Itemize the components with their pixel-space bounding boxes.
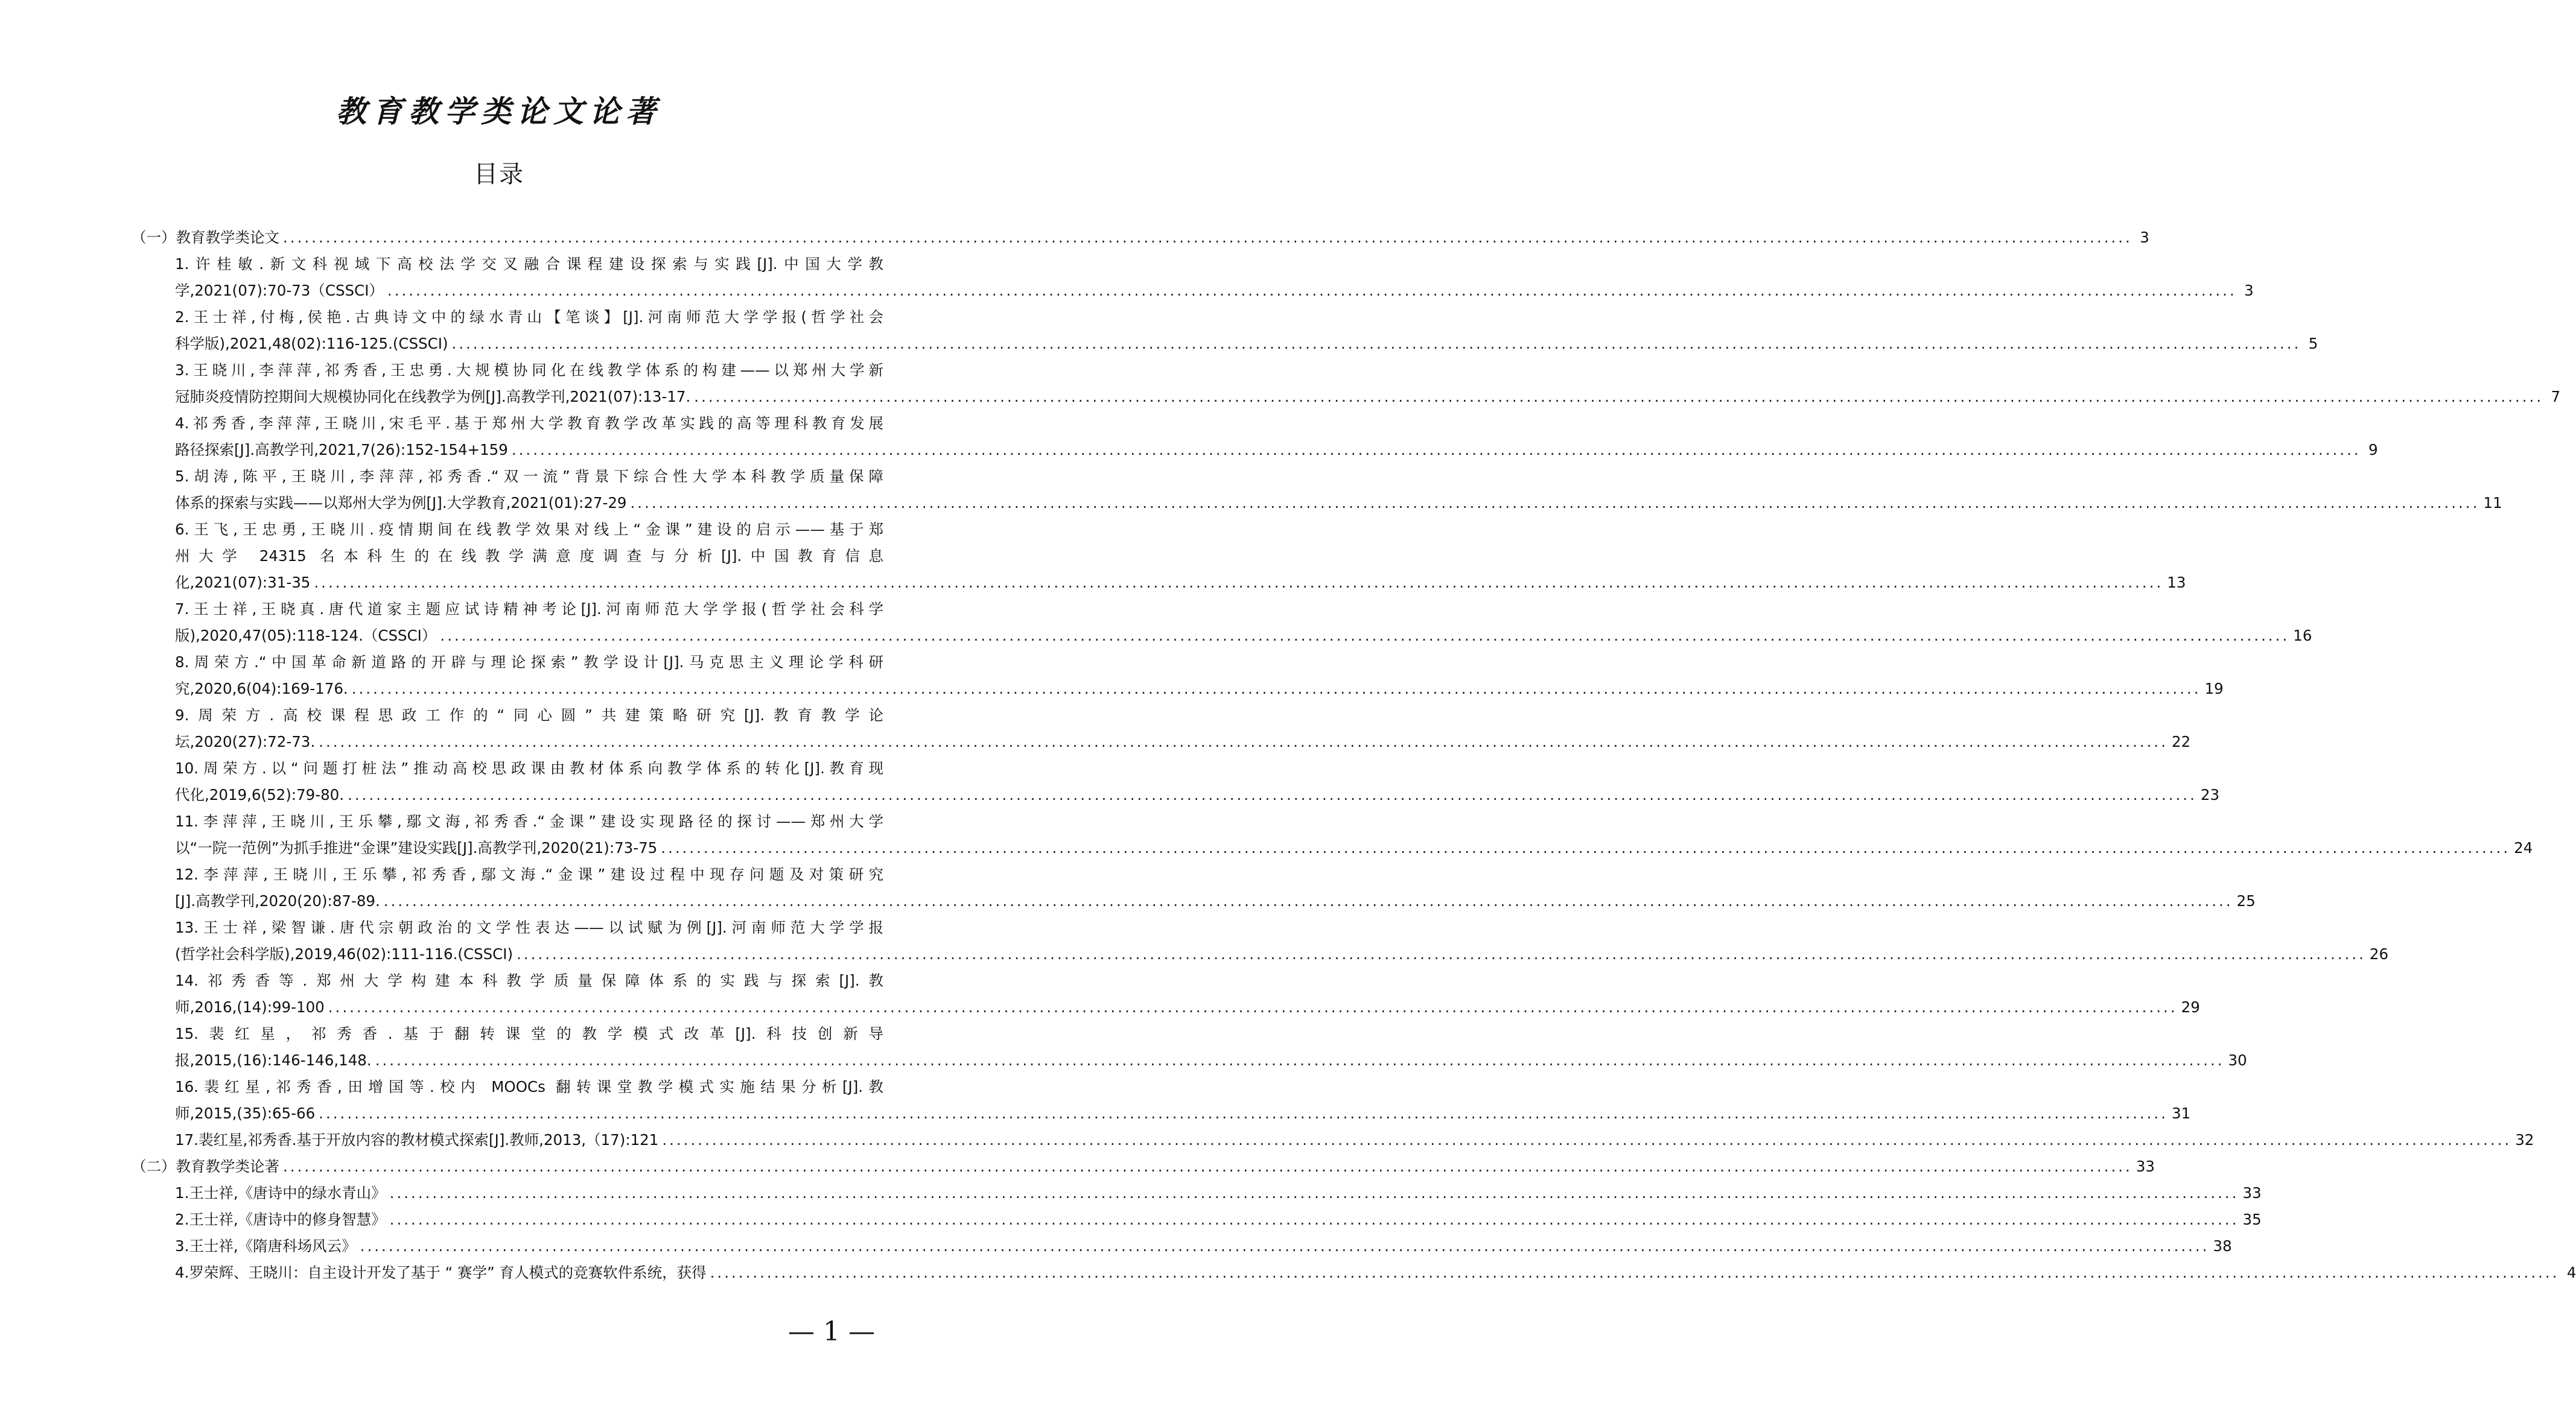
- toc-entry-text-line: 6.王飞,王忠勇,王晓川.疫情期间在线教学效果对线上“金课”建设的启示——基于郑: [175, 521, 883, 538]
- toc-page-number: 38: [2213, 1237, 2232, 1255]
- toc-page-number: 33: [2136, 1158, 2155, 1175]
- page-number: — 1 —: [788, 1316, 875, 1347]
- toc-section-heading[interactable]: [132, 224, 2149, 251]
- dot-leader: ....................................................................................................................................................................................................................................................................: [319, 1105, 2169, 1122]
- toc-page-number: 3: [2140, 229, 2149, 246]
- toc-entry-last-line: [175, 437, 2378, 463]
- toc-entry-text: (哲学社会科学版),2019,46(02):111-116.(CSSCI): [175, 945, 514, 963]
- toc-entry[interactable]: [175, 702, 2191, 755]
- dot-leader: ....................................................................................................................................................................................................................................................................: [389, 1211, 2239, 1228]
- toc-entry-text-line: 16.裴红星,祁秀香,田增国等.校内 MOOCs 翻转课堂教学模式实施结果分析[J].教: [175, 1078, 883, 1096]
- toc-entry-last-line: [175, 1180, 2262, 1206]
- toc-page-number: 25: [2236, 892, 2256, 910]
- toc-entry-text-line: 3.王晓川,李萍萍,祁秀香,王忠勇.大规模协同化在线教学体系的构建——以郑州大学新: [175, 361, 883, 379]
- dot-leader: ....................................................................................................................................................................................................................................................................: [661, 839, 2511, 857]
- toc-entry-text: [J].高教学刊,2020(20):87-89.: [175, 892, 380, 910]
- toc-entry-last-line: [175, 888, 2256, 915]
- toc-entry-text-line: 15.裴红星，祁秀香.基于翻转课堂的教学模式改革[J].科技创新导: [175, 1025, 883, 1042]
- toc-page-number: 24: [2514, 839, 2533, 857]
- toc-entry-text-line: 2.王士祥,付梅,侯艳.古典诗文中的绿水青山【笔谈】[J].河南师范大学学报(哲学社会: [175, 308, 883, 326]
- dot-leader: ....................................................................................................................................................................................................................................................................: [451, 335, 2301, 352]
- toc-entry[interactable]: [175, 596, 2312, 649]
- dot-leader: ....................................................................................................................................................................................................................................................................: [319, 733, 2169, 750]
- toc-page-number: 16: [2293, 627, 2312, 644]
- toc-entry-last-line: [175, 384, 2561, 410]
- toc-page-number: 29: [2181, 998, 2200, 1016]
- toc-entry-last-line: [175, 331, 2318, 357]
- toc-entry-text-line: 12.李萍萍,王晓川,王乐攀,祁秀香,鄢文海.“金课”建设过程中现存问题及对策研究: [175, 866, 883, 883]
- toc-page-number: 13: [2167, 574, 2186, 591]
- toc-entry[interactable]: [175, 755, 2220, 808]
- toc-entry-text: 化,2021(07):31-35: [175, 574, 311, 591]
- toc-entry[interactable]: [175, 516, 2186, 596]
- toc-entry[interactable]: [175, 649, 2224, 702]
- toc-entry-text: 3.王士祥,《隋唐科场风云》: [175, 1237, 357, 1255]
- toc-entry-last-line: [175, 1206, 2262, 1233]
- toc-entry-last-line: [175, 676, 2224, 702]
- toc-entry-text: 师,2016,(14):99-100: [175, 998, 325, 1016]
- toc-entry-text-line: 5.胡涛,陈平,王晓川,李萍萍,祁秀香.“双一流”背景下综合性大学本科教学质量保障: [175, 468, 883, 485]
- dot-leader: ....................................................................................................................................................................................................................................................................: [662, 1131, 2512, 1149]
- toc-entry[interactable]: [175, 1260, 2576, 1286]
- toc-entry-last-line: [175, 941, 2389, 968]
- toc-page-number: 31: [2172, 1105, 2191, 1122]
- toc-entry-text: 1.王士祥,《唐诗中的绿水青山》: [175, 1184, 386, 1202]
- toc-page-number: 11: [2483, 494, 2502, 512]
- toc-page-number: 3: [2244, 282, 2254, 299]
- toc-section-label: （二）教育教学类论著: [132, 1158, 279, 1175]
- dot-leader: ....................................................................................................................................................................................................................................................................: [328, 998, 2178, 1016]
- toc-entry-text-line: 7.王士祥,王晓真.唐代道家主题应试诗精神考论[J].河南师范大学学报(哲学社会科学: [175, 600, 883, 618]
- toc-page-number: 5: [2308, 335, 2318, 352]
- toc-page-number: 26: [2369, 945, 2389, 963]
- toc-entry-last-line: [175, 1047, 2247, 1074]
- toc-entry-text: 师,2015,(35):65-66: [175, 1105, 316, 1122]
- toc-heading: 目录: [474, 160, 524, 188]
- toc-page-number: 19: [2204, 680, 2224, 697]
- dot-leader: ....................................................................................................................................................................................................................................................................: [383, 892, 2233, 910]
- toc-entry[interactable]: [175, 808, 2533, 861]
- toc-entry-last-line: [175, 1127, 2534, 1153]
- toc-entry[interactable]: [175, 1180, 2262, 1206]
- table-of-contents: [0, 224, 2576, 1286]
- toc-page-number: 23: [2200, 786, 2220, 804]
- toc-entry-last-line: [175, 569, 2186, 596]
- toc-entry-text: 体系的探索与实践——以郑州大学为例[J].大学教育,2021(01):27-29: [175, 494, 627, 512]
- toc-entry-text: 2.王士祥,《唐诗中的修身智慧》: [175, 1211, 386, 1228]
- toc-section-label: （一）教育教学类论文: [132, 229, 279, 246]
- toc-entry[interactable]: [175, 1233, 2232, 1260]
- toc-entry-text-line: 11.李萍萍,王晓川,王乐攀,鄢文海,祁秀香.“金课”建设实现路径的探讨——郑州大学: [175, 813, 883, 830]
- toc-page-number: 9: [2368, 441, 2378, 458]
- dot-leader: ....................................................................................................................................................................................................................................................................: [351, 680, 2201, 697]
- toc-entry-last-line: [175, 729, 2191, 755]
- toc-entry[interactable]: [175, 861, 2256, 915]
- toc-page-number: 7: [2551, 388, 2561, 405]
- dot-leader: ....................................................................................................................................................................................................................................................................: [517, 945, 2366, 963]
- toc-entry-text: 科学版),2021,48(02):116-125.(CSSCI): [175, 335, 448, 352]
- toc-page-number: 32: [2515, 1131, 2534, 1149]
- toc-entry[interactable]: [175, 968, 2200, 1021]
- toc-entry-text: 报,2015,(16):146-146,148.: [175, 1051, 372, 1069]
- dot-leader: ....................................................................................................................................................................................................................................................................: [375, 1051, 2225, 1069]
- dot-leader: ....................................................................................................................................................................................................................................................................: [283, 1158, 2132, 1175]
- toc-page-number: 4: [2566, 1264, 2576, 1281]
- toc-entry-last-line: [175, 1100, 2191, 1127]
- toc-page-number: 22: [2172, 733, 2191, 750]
- toc-entry[interactable]: [175, 251, 2254, 304]
- dot-leader: ....................................................................................................................................................................................................................................................................: [694, 388, 2544, 405]
- toc-entry-last-line: [175, 835, 2533, 861]
- dot-leader: ....................................................................................................................................................................................................................................................................: [283, 229, 2132, 246]
- toc-entry-text-line: 10.周荣方.以“问题打桩法”推动高校思政课由教材体系向教学体系的转化[J].教育现: [175, 759, 883, 777]
- toc-entry[interactable]: [175, 463, 2502, 516]
- toc-entry-text: 17.裴红星,祁秀香.基于开放内容的教材模式探索[J].教师,2013,（17):121: [175, 1131, 659, 1149]
- dot-leader: ....................................................................................................................................................................................................................................................................: [389, 1184, 2239, 1202]
- dot-leader: ....................................................................................................................................................................................................................................................................: [440, 627, 2290, 644]
- toc-entry-last-line: [175, 277, 2254, 304]
- toc-entry-text-line: 4.祁秀香,李萍萍,王晓川,宋毛平.基于郑州大学教育教学改革实践的高等理科教育发展: [175, 414, 883, 432]
- toc-entry[interactable]: [175, 410, 2378, 463]
- dot-leader: ....................................................................................................................................................................................................................................................................: [511, 441, 2361, 458]
- toc-entry-text: 版),2020,47(05):118-124.（CSSCI）: [175, 627, 437, 644]
- toc-entry[interactable]: [175, 1206, 2262, 1233]
- toc-page-number: 30: [2228, 1051, 2247, 1069]
- dot-leader: ....................................................................................................................................................................................................................................................................: [387, 282, 2237, 299]
- toc-entry[interactable]: [175, 304, 2318, 357]
- toc-entry-last-line: [175, 1233, 2232, 1260]
- toc-entry-last-line: [175, 782, 2220, 808]
- toc-entry[interactable]: [175, 1021, 2247, 1074]
- toc-entry-last-line: [175, 994, 2200, 1021]
- toc-page-number: 33: [2242, 1184, 2262, 1202]
- dot-leader: ....................................................................................................................................................................................................................................................................: [630, 494, 2480, 512]
- toc-entry-text-line: 1.许桂敏.新文科视域下高校法学交叉融合课程建设探索与实践[J].中国大学教: [175, 255, 883, 273]
- toc-section-heading[interactable]: [132, 1153, 2155, 1180]
- dot-leader: ....................................................................................................................................................................................................................................................................: [710, 1264, 2560, 1281]
- toc-entry-text: 4.罗荣辉、王晓川：自主设计开发了基于 “ 赛学” 育人模式的竞赛软件系统，获得: [175, 1264, 707, 1281]
- toc-entry-text: 究,2020,6(04):169-176.: [175, 680, 348, 697]
- toc-entry-text-line: 13.王士祥,梁智谦.唐代宗朝政治的文学性表达——以试赋为例[J].河南师范大学学报: [175, 919, 883, 936]
- dot-leader: ....................................................................................................................................................................................................................................................................: [348, 786, 2197, 804]
- toc-entry-last-line: [175, 623, 2312, 649]
- dot-leader: ....................................................................................................................................................................................................................................................................: [314, 574, 2164, 591]
- toc-entry-text: 代化,2019,6(52):79-80.: [175, 786, 345, 804]
- toc-entry-text: 学,2021(07):70-73（CSSCI）: [175, 282, 384, 299]
- toc-entry-text-line: 州大学 24315 名本科生的在线教学满意度调查与分析[J].中国教育信息: [175, 547, 883, 565]
- document-title: 教育教学类论文论著: [336, 94, 662, 129]
- toc-entry-text-line: 9.周荣方.高校课程思政工作的“同心圆”共建策略研究[J].教育教学论: [175, 706, 883, 724]
- toc-entry-text: 坛,2020(27):72-73.: [175, 733, 316, 750]
- toc-entry[interactable]: [175, 1127, 2534, 1153]
- toc-entry[interactable]: [175, 357, 2561, 410]
- toc-entry-text: 以“一院一范例”为抓手推进“金课”建设实践[J].高教学刊,2020(21):73-75: [175, 839, 658, 857]
- toc-entry[interactable]: [175, 915, 2389, 968]
- toc-entry-last-line: [175, 1260, 2576, 1286]
- toc-entry-text-line: 14.祁秀香等.郑州大学构建本科教学质量保障体系的实践与探索[J].教: [175, 972, 883, 989]
- toc-page-number: 35: [2242, 1211, 2262, 1228]
- toc-entry-text-line: 8.周荣方.“中国革命新道路的开辟与理论探索”教学设计[J].马克思主义理论学科研: [175, 653, 883, 671]
- toc-entry-text: 路径探索[J].高教学刊,2021,7(26):152-154+159: [175, 441, 508, 458]
- toc-entry-last-line: [175, 490, 2502, 516]
- dot-leader: ....................................................................................................................................................................................................................................................................: [360, 1237, 2210, 1255]
- toc-entry[interactable]: [175, 1074, 2191, 1127]
- toc-entry-text: 冠肺炎疫情防控期间大规模协同化在线教学为例[J].高教学刊,2021(07):13-17.: [175, 388, 691, 405]
